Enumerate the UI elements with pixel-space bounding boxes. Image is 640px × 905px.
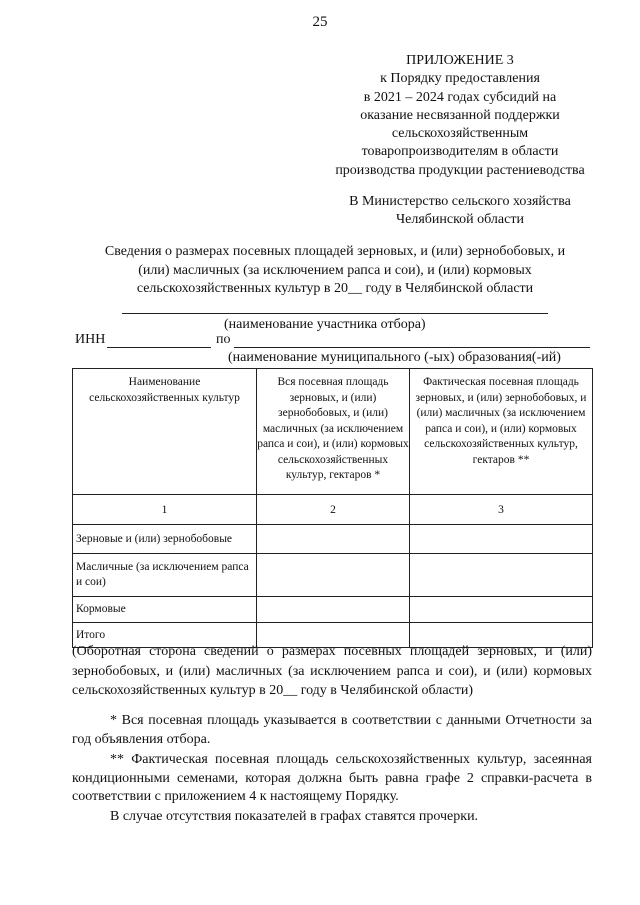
- addressee: [320, 193, 600, 229]
- participant-name-line[interactable]: [122, 313, 548, 314]
- municipality-caption: (наименование муниципального (-ых) образования(-ий): [228, 350, 561, 365]
- cell-total-area[interactable]: [257, 525, 410, 554]
- table-row: [73, 554, 593, 597]
- row-label: Масличные (за исключением рапса и сои): [73, 554, 257, 597]
- inn-label: ИНН: [75, 332, 106, 347]
- table-header-row: [73, 369, 593, 495]
- table-column-numbers-row: [73, 495, 593, 525]
- row-label: Зерновые и (или) зернобобовые: [73, 525, 257, 554]
- cell-actual-area[interactable]: [410, 597, 593, 623]
- footnote-actual-area: ** Фактическая посевная площадь сельскохозяйственных культур, засеянная кондиционными семенами, которая должна быть равна графе 2 справки-расчета в соответствии с приложением 4 к настоящему Порядку.: [72, 752, 592, 804]
- title-line: Сведения о размерах посевных площадей зерновых, и (или) зернобобовых, и: [104, 244, 566, 259]
- inn-field-line[interactable]: [107, 347, 211, 348]
- appendix-line: оказание несвязанной поддержки: [360, 107, 560, 123]
- reverse-side-note: (Оборотная сторона сведений о размерах посевных площадей зерновых, и (или) зернобобовых, и (или) масличных (за исключением рапса и сои), и (или) кормовых сельскохозяйственных культур в 20__ году в Челябинской области): [72, 644, 592, 698]
- header-total-area: Вся посевная площадь зерновых, и (или) зернобобовых, и (или) масличных (за исключением рапса и сои), и (или) кормовых сельскохозяйственных культур, гектаров *: [257, 369, 410, 495]
- column-number: 2: [257, 495, 410, 525]
- appendix-header: [320, 52, 600, 180]
- row-label: Кормовые: [73, 597, 257, 623]
- cell-actual-area[interactable]: [410, 554, 593, 597]
- cell-actual-area[interactable]: [410, 525, 593, 554]
- row-label: Итого: [73, 623, 257, 648]
- header-actual-area: Фактическая посевная площадь зерновых, и (или) зернобобовых, и (или) масличных (за исключением рапса и сои), и (или) кормовых сельскохозяйственных культур, гектаров **: [410, 369, 593, 495]
- cell-total-area[interactable]: [257, 554, 410, 597]
- appendix-line: к Порядку предоставления: [380, 71, 540, 87]
- title-line: сельскохозяйственных культур в 20__ году в Челябинской области: [136, 281, 534, 296]
- addressee-line: В Министерство сельского хозяйства: [349, 194, 571, 209]
- footnote-dashes: В случае отсутствия показателей в графах ставятся прочерки.: [110, 809, 479, 824]
- cell-total-area[interactable]: [257, 597, 410, 623]
- column-number: 1: [73, 495, 257, 525]
- table-row: [73, 525, 593, 554]
- footnote-total-area: * Вся посевная площадь указывается в соответствии с данными Отчетности за год объявления отбора.: [72, 713, 592, 747]
- addressee-line: Челябинской области: [396, 212, 524, 227]
- po-label: по: [216, 332, 231, 347]
- appendix-line: в 2021 – 2024 годах субсидий на: [363, 89, 557, 105]
- participant-caption: (наименование участника отбора): [224, 317, 426, 332]
- table-row: [73, 597, 593, 623]
- appendix-line: производства продукции растениеводства: [335, 162, 585, 178]
- municipality-field-line[interactable]: [234, 347, 590, 348]
- page-number: 25: [312, 14, 328, 30]
- title-line: (или) масличных (за исключением рапса и сои), и (или) кормовых: [138, 262, 532, 278]
- appendix-line: товаропроизводителям в области: [361, 144, 559, 160]
- header-crop-name: Наименование сельскохозяйственных культур: [73, 369, 257, 495]
- crop-area-table: [72, 368, 593, 648]
- column-number: 3: [410, 495, 593, 525]
- appendix-title: ПРИЛОЖЕНИЕ 3: [406, 53, 514, 68]
- appendix-line: сельскохозяйственным: [391, 126, 529, 142]
- document-title: [78, 243, 592, 299]
